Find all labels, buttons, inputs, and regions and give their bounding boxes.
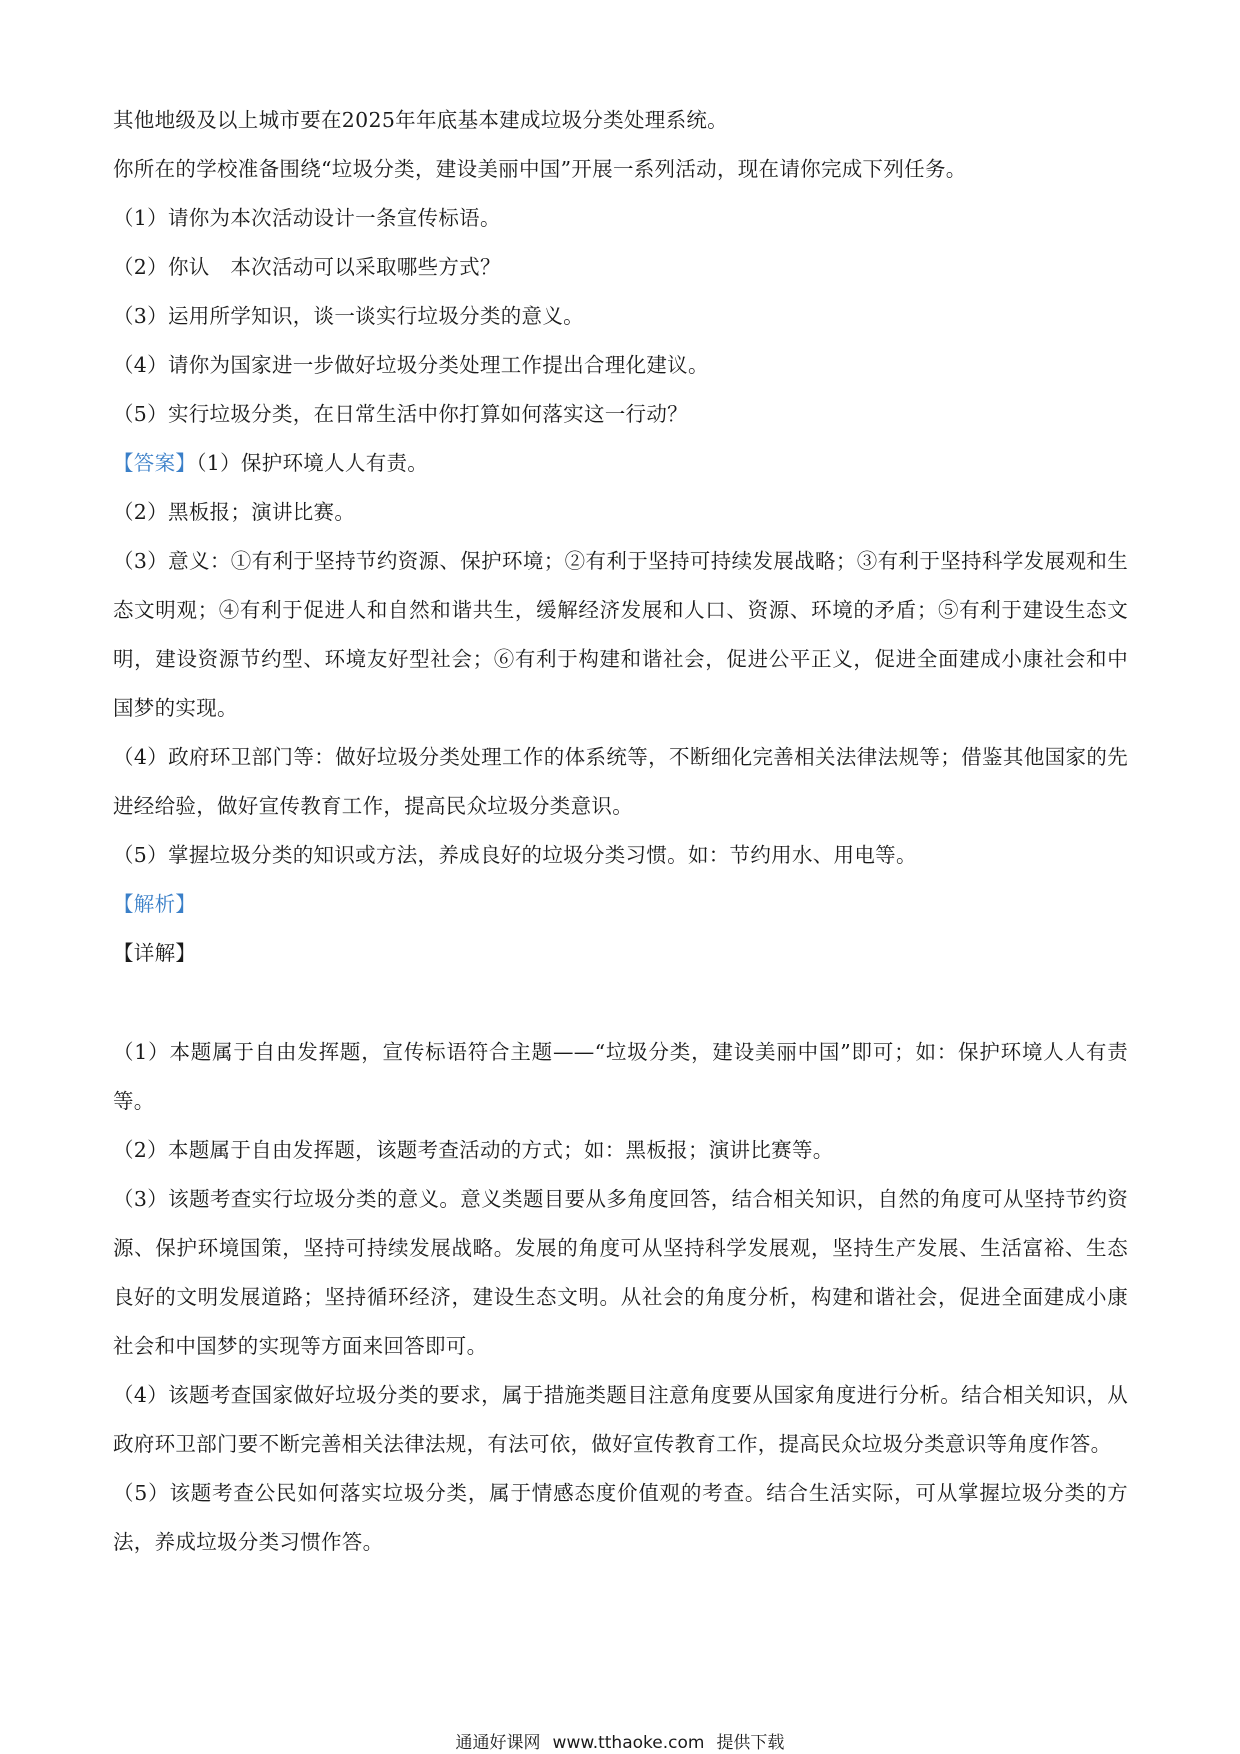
answer-tag: 【答案】 [113,451,197,475]
answer-first-line [113,439,1128,488]
answer-4: （4）政府环卫部门等：做好垃圾分类处理工作的体系统等，不断细化完善相关法律法规等；借鉴其他国家的先进经给验，做好宣传教育工作，提高民众垃圾分类意识。 [113,745,1128,818]
page-footer [0,1728,1240,1753]
answer-1: （1）保护环境人人有责。 [196,451,429,475]
question-intro-line-1: 其他地级及以上城市要在2025年年底基本建成垃圾分类处理系统。 [113,108,728,132]
question-item-4: （4）请你为国家进一步做好垃圾分类处理工作提出合理化建议。 [113,353,709,377]
question-item-1: （1）请你为本次活动设计一条宣传标语。 [113,206,501,230]
footer-site-name: 通通好课网 [455,1733,541,1753]
answer-3: （3）意义：①有利于坚持节约资源、保护环境；②有利于坚持可持续发展战略；③有利于坚持科学发展观和生态文明观；④有利于促进人和自然和谐共生，缓解经济发展和人口、资源、环境的矛盾；⑤有利于建设生态文明，建设资源节约型、环境友好型社会；⑥有利于构建和谐社会，促进公平正义，促进全面建成小康社会和中国梦的实现。 [113,549,1128,720]
detail-5: （5）该题考查公民如何落实垃圾分类，属于情感态度价值观的考查。结合生活实际，可从掌握垃圾分类的方法，养成垃圾分类习惯作答。 [113,1481,1128,1554]
detail-2: （2）本题属于自由发挥题，该题考查活动的方式；如：黑板报；演讲比赛等。 [113,1138,834,1162]
question-item-3: （3）运用所学知识，谈一谈实行垃圾分类的意义。 [113,304,584,328]
question-item-2: （2）你认 本次活动可以采取哪些方式？ [113,255,501,279]
answer-5: （5）掌握垃圾分类的知识或方法，养成良好的垃圾分类习惯。如：节约用水、用电等。 [113,843,917,867]
detail-3: （3）该题考查实行垃圾分类的意义。意义类题目要从多角度回答，结合相关知识，自然的角度可从坚持节约资源、保护环境国策，坚持可持续发展战略。发展的角度可从坚持科学发展观，坚持生产发展、生活富裕、生态良好的文明发展道路；坚持循环经济，建设生态文明。从社会的角度分析，构建和谐社会，促进全面建成小康社会和中国梦的实现等方面来回答即可。 [113,1187,1128,1358]
footer-suffix: 提供下载 [716,1733,785,1753]
answer-2: （2）黑板报；演讲比赛。 [113,500,356,524]
analysis-tag: 【解析】 [113,892,197,916]
detail-1: （1）本题属于自由发挥题，宣传标语符合主题——“垃圾分类，建设美丽中国”即可；如：保护环境人人有责等。 [113,1040,1128,1113]
detail-tag: 【详解】 [113,941,197,965]
detail-4: （4）该题考查国家做好垃圾分类的要求，属于措施类题目注意角度要从国家角度进行分析。结合相关知识，从政府环卫部门要不断完善相关法律法规，有法可依，做好宣传教育工作，提高民众垃圾分类意识等角度作答。 [113,1383,1128,1456]
document-page [113,96,1128,1567]
footer-url[interactable]: www.tthaoke.com [552,1733,705,1753]
question-item-5: （5）实行垃圾分类，在日常生活中你打算如何落实这一行动？ [113,402,688,426]
question-intro-line-2: 你所在的学校准备围绕“垃圾分类，建设美丽中国”开展一系列活动，现在请你完成下列任务。 [113,157,967,181]
spacer [113,978,1128,1028]
